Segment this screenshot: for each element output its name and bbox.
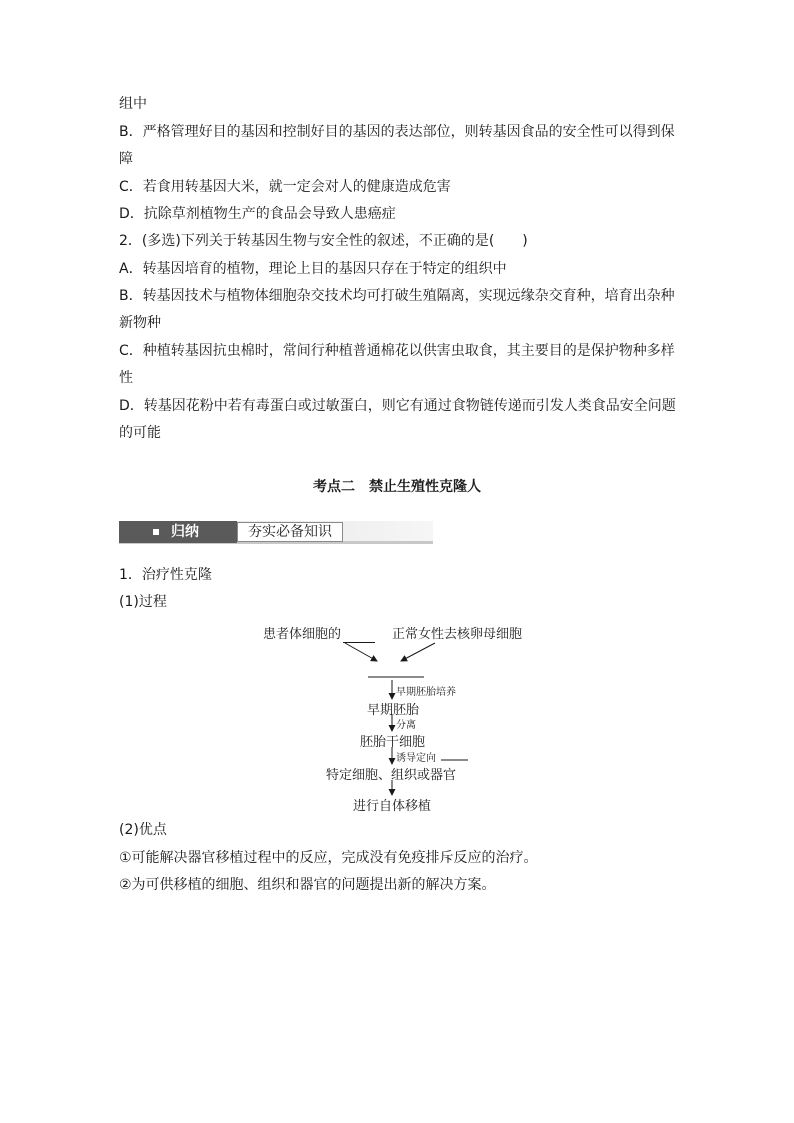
text-line-3: 障 (119, 151, 133, 167)
arrow-left-merge (345, 643, 377, 661)
node-autologous-transplant: 进行自体移植 (353, 799, 432, 814)
step-label-1: 早期胚胎培养 (396, 687, 456, 698)
text-line-2: B．严格管理好目的基因和控制好目的基因的表达部位，则转基因食品的安全性可以得到保 (119, 124, 675, 140)
option-2b: B．转基因技术与植物体细胞杂交技术均可打破生殖隔离，实现远缘杂交育种，培育出杂种 (119, 288, 675, 304)
option-2a: A．转基因培育的植物，理论上目的基因只存在于特定的组织中 (119, 261, 507, 277)
advantage-2: ②为可供移植的细胞、组织和器官的问题提出新的解决方案。 (119, 877, 496, 893)
option-2d-cont: 的可能 (119, 425, 161, 441)
node-specific-tissue: 特定细胞、组织或器官 (326, 768, 457, 783)
process-heading: (1)过程 (119, 594, 167, 610)
option-2c-cont: 性 (119, 370, 133, 386)
question-2: 2．(多选)下列关于转基因生物与安全性的叙述，不正确的是( ) (119, 233, 528, 249)
source-left: 患者体细胞的 (263, 623, 375, 643)
option-2c: C．种植转基因抗虫棉时，常间行种植普通棉花以供害虫取食，其主要目的是保护物种多样 (119, 343, 675, 359)
step-label-3: 诱导定向 (396, 753, 436, 764)
text-line-4: C．若食用转基因大米，就一定会对人的健康造成危害 (119, 179, 451, 195)
advantages-heading: (2)优点 (119, 822, 167, 838)
section-title: 考点二 禁止生殖性克隆人 (313, 479, 481, 495)
option-2b-cont: 新物种 (119, 315, 161, 331)
source-right: 正常女性去核卵母细胞 (392, 627, 523, 642)
banner-tag-text: 归纳 (171, 524, 199, 540)
step-label-2: 分离 (396, 720, 416, 731)
therapy-heading: 1．治疗性克隆 (119, 567, 212, 583)
node-embryonic-stem-cell: 胚胎干细胞 (360, 735, 426, 750)
text-line-1: 组中 (119, 96, 147, 112)
banner-label: 夯实必备知识 (237, 522, 343, 542)
arrow-right-merge (401, 643, 435, 661)
advantage-1: ①可能解决器官移植过程中的反应，完成没有免疫排斥反应的治疗。 (119, 850, 538, 866)
text-line-5: D．抗除草剂植物生产的食品会导致人患癌症 (119, 206, 396, 222)
node-early-embryo: 早期胚胎 (367, 703, 420, 718)
option-2d: D．转基因花粉中若有毒蛋白或过敏蛋白，则它有通过食物链传递而引发人类食品安全问题 (119, 398, 676, 414)
